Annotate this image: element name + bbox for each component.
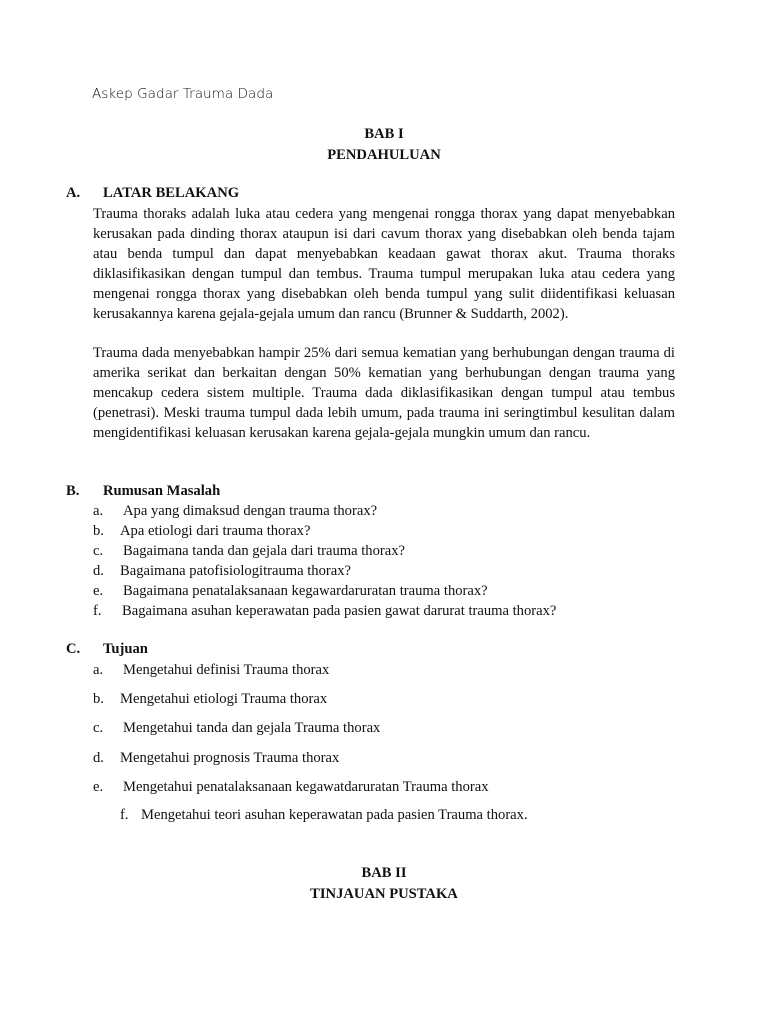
section-b-letter: B. (66, 483, 80, 499)
list-item-letter: b. (93, 691, 104, 707)
list-item-letter: f. (120, 807, 129, 823)
paragraph-text: Trauma thoraks adalah luka atau cedera yang mengenai rongga thorax yang dapat menyebabkan kerusakan pada dinding thorax ataupun isi dari cavum thorax yang disebabkan oleh benda tajam atau benda tumpul dan dapat menyebabkan keadaan gawat thorax akut. Trauma thoraks diklasifikasikan dengan tumpul dan tembus. Trauma tumpul merupakan luka atau cedera yang mengenai rongga thorax yang disebabkan oleh benda tumpul yang sulit diidentifikasi keluasan kerusakannya karena gejala-gejala umum dan rancu (Brunner & Suddarth, 2002). (93, 206, 675, 322)
list-item: Mengetahui teori asuhan keperawatan pada pasien Trauma thorax. (141, 807, 528, 823)
list-item-letter: e. (93, 583, 104, 599)
chapter-title: TINJAUAN PUSTAKA (310, 886, 458, 902)
list-item: Mengetahui prognosis Trauma thorax (120, 750, 340, 766)
list-item-letter: c. (93, 720, 104, 736)
chapter-label: BAB I (364, 126, 404, 142)
chapter-label: BAB II (361, 865, 407, 881)
paragraph-text: Trauma dada menyebabkan hampir 25% dari semua kematian yang berhubungan dengan trauma di amerika serikat dan berkaitan dengan 50% kematian yang berhubungan dengan trauma yang mencakup cedera sistem multiple. Trauma dada diklasifikasikan dengan tumpul atau tembus (penetrasi). Meski trauma tumpul dada lebih umum, pada trauma ini seringtimbul kesulitan dalam mengidentifikasi keluasan kerusakan karena gejala-gejala mungkin umum dan rancu. (93, 345, 675, 441)
paragraph-latar-belakang-2 (93, 344, 675, 444)
list-item-letter: f. (93, 603, 102, 619)
chapter-title: PENDAHULUAN (327, 147, 441, 163)
list-item: Mengetahui definisi Trauma thorax (123, 662, 330, 678)
paragraph-latar-belakang-1 (93, 205, 675, 324)
section-c-title: Tujuan (103, 641, 148, 657)
section-b-title: Rumusan Masalah (103, 483, 221, 499)
list-item: Apa etiologi dari trauma thorax? (120, 523, 311, 539)
list-item-letter: b. (93, 523, 104, 539)
section-a-title: LATAR BELAKANG (103, 185, 240, 201)
list-item: Mengetahui etiologi Trauma thorax (120, 691, 328, 707)
list-item-letter: d. (93, 750, 104, 766)
list-item-letter: a. (93, 503, 104, 519)
list-item: Mengetahui tanda dan gejala Trauma thorax (123, 720, 381, 736)
list-item: Bagaimana asuhan keperawatan pada pasien gawat darurat trauma thorax? (122, 603, 557, 619)
list-item: Bagaimana tanda dan gejala dari trauma thorax? (123, 543, 406, 559)
list-item: Bagaimana patofisiologitrauma thorax? (120, 563, 351, 579)
list-item: Apa yang dimaksud dengan trauma thorax? (123, 503, 378, 519)
list-item: Bagaimana penatalaksanaan kegawardaruratan trauma thorax? (123, 583, 488, 599)
document-title: Askep Gadar Trauma Dada (92, 86, 274, 102)
section-c-letter: C. (66, 641, 81, 657)
list-item-letter: a. (93, 662, 104, 678)
section-a-letter: A. (66, 185, 81, 201)
list-item: Mengetahui penatalaksanaan kegawatdaruratan Trauma thorax (123, 779, 489, 795)
list-item-letter: d. (93, 563, 104, 579)
list-item-letter: c. (93, 543, 104, 559)
list-item-letter: e. (93, 779, 104, 795)
